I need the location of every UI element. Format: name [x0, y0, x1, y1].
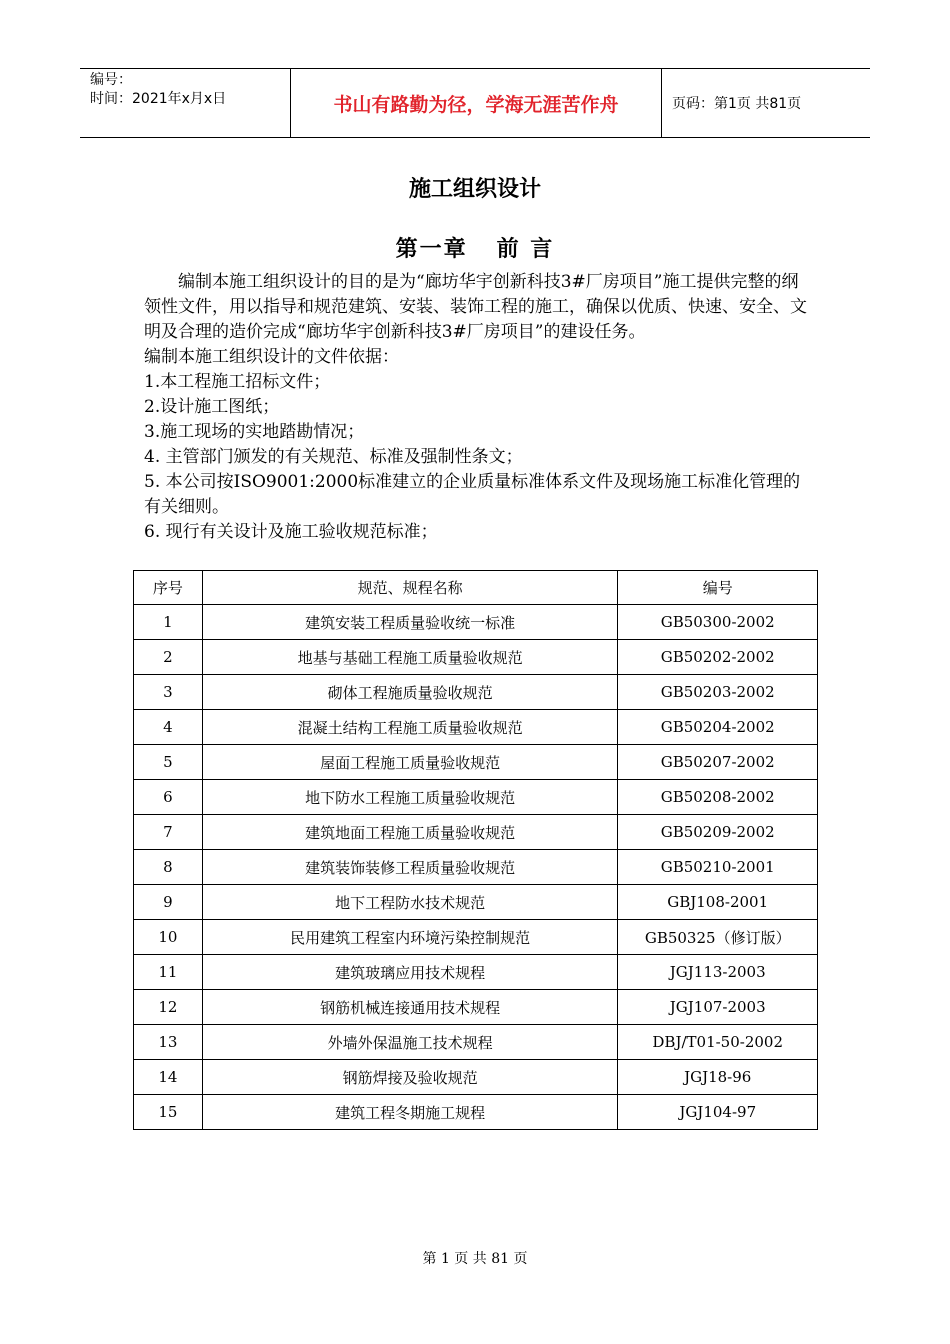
cell-name: 屋面工程施工质量验收规范 [202, 745, 618, 780]
cell-name: 地下防水工程施工质量验收规范 [202, 780, 618, 815]
table-row [134, 1025, 818, 1060]
cell-seq: 15 [134, 1095, 203, 1130]
table-row [134, 640, 818, 675]
cell-seq: 9 [134, 885, 203, 920]
cell-seq: 8 [134, 850, 203, 885]
cell-seq: 6 [134, 780, 203, 815]
cell-name: 钢筋机械连接通用技术规程 [202, 990, 618, 1025]
table-row [134, 885, 818, 920]
body-text [144, 270, 812, 545]
intro-paragraph: 编制本施工组织设计的目的是为“廊坊华宇创新科技3#厂房项目”施工提供完整的纲领性文件，用以指导和规范建筑、安装、装饰工程的施工，确保以优质、快速、安全、文明及合理的造价完成“廊坊华宇创新科技3#厂房项目”的建设任务。 [144, 272, 807, 342]
table-row [134, 850, 818, 885]
cell-code: DBJ/T01-50-2002 [618, 1025, 818, 1060]
cell-name: 砌体工程施质量验收规范 [202, 675, 618, 710]
cell-name: 民用建筑工程室内环境污染控制规范 [202, 920, 618, 955]
cell-name: 建筑安装工程质量验收统一标准 [202, 605, 618, 640]
cell-seq: 2 [134, 640, 203, 675]
header-name: 规范、规程名称 [202, 571, 618, 605]
header-meta [80, 69, 290, 137]
cell-code: JGJ107-2003 [618, 990, 818, 1025]
table-header-row [134, 571, 818, 605]
table-row [134, 1060, 818, 1095]
cell-seq: 10 [134, 920, 203, 955]
table-row [134, 605, 818, 640]
cell-seq: 13 [134, 1025, 203, 1060]
cell-code: GB50325（修订版） [618, 920, 818, 955]
cell-code: GB50203-2002 [618, 675, 818, 710]
cell-code: JGJ104-97 [618, 1095, 818, 1130]
basis-item: 2.设计施工图纸； [144, 397, 280, 417]
table-row [134, 1095, 818, 1130]
cell-code: GB50202-2002 [618, 640, 818, 675]
basis-heading: 编制本施工组织设计的文件依据： [144, 347, 399, 367]
header-page-info: 页码：第1页 共81页 [672, 96, 802, 112]
basis-item: 6. 现行有关设计及施工验收规范标准； [144, 522, 438, 542]
cell-name: 建筑地面工程施工质量验收规范 [202, 815, 618, 850]
basis-item: 5. 本公司按ISO9001:2000标准建立的企业质量标准体系文件及现场施工标准化管理的有关细则。 [144, 472, 801, 517]
table-row [134, 710, 818, 745]
table-row [134, 920, 818, 955]
cell-code: GB50209-2002 [618, 815, 818, 850]
time-label: 时间：2021年x月x日 [90, 91, 227, 107]
header-code: 编号 [618, 571, 818, 605]
cell-name: 混凝土结构工程施工质量验收规范 [202, 710, 618, 745]
cell-code: GB50208-2002 [618, 780, 818, 815]
basis-item: 1.本工程施工招标文件； [144, 372, 331, 392]
table-row [134, 955, 818, 990]
header-motto: 书山有路勤为径，学海无涯苦作舟 [290, 69, 662, 137]
cell-name: 建筑工程冬期施工规程 [202, 1095, 618, 1130]
page-header [80, 68, 870, 138]
cell-code: GBJ108-2001 [618, 885, 818, 920]
cell-seq: 1 [134, 605, 203, 640]
table-row [134, 780, 818, 815]
cell-name: 地基与基础工程施工质量验收规范 [202, 640, 618, 675]
cell-code: GB50300-2002 [618, 605, 818, 640]
chapter-title: 第一章 前 言 [395, 237, 555, 262]
standards-table [133, 570, 818, 1130]
cell-seq: 12 [134, 990, 203, 1025]
cell-name: 地下工程防水技术规范 [202, 885, 618, 920]
header-seq: 序号 [134, 571, 203, 605]
document-title: 施工组织设计 [408, 177, 541, 202]
cell-name: 外墙外保温施工技术规程 [202, 1025, 618, 1060]
cell-code: GB50207-2002 [618, 745, 818, 780]
cell-name: 建筑装饰装修工程质量验收规范 [202, 850, 618, 885]
cell-seq: 11 [134, 955, 203, 990]
cell-name: 建筑玻璃应用技术规程 [202, 955, 618, 990]
cell-seq: 4 [134, 710, 203, 745]
basis-item: 3.施工现场的实地踏勘情况； [144, 422, 365, 442]
cell-seq: 5 [134, 745, 203, 780]
cell-seq: 14 [134, 1060, 203, 1095]
cell-code: GB50210-2001 [618, 850, 818, 885]
table-row [134, 815, 818, 850]
cell-name: 钢筋焊接及验收规范 [202, 1060, 618, 1095]
cell-code: JGJ113-2003 [618, 955, 818, 990]
number-label: 编号： [90, 72, 132, 88]
cell-seq: 3 [134, 675, 203, 710]
table-row [134, 990, 818, 1025]
cell-code: GB50204-2002 [618, 710, 818, 745]
page-footer: 第 1 页 共 81 页 [422, 1251, 528, 1267]
table-row [134, 675, 818, 710]
basis-item: 4. 主管部门颁发的有关规范、标准及强制性条文； [144, 447, 523, 467]
cell-code: JGJ18-96 [618, 1060, 818, 1095]
table-row [134, 745, 818, 780]
cell-seq: 7 [134, 815, 203, 850]
